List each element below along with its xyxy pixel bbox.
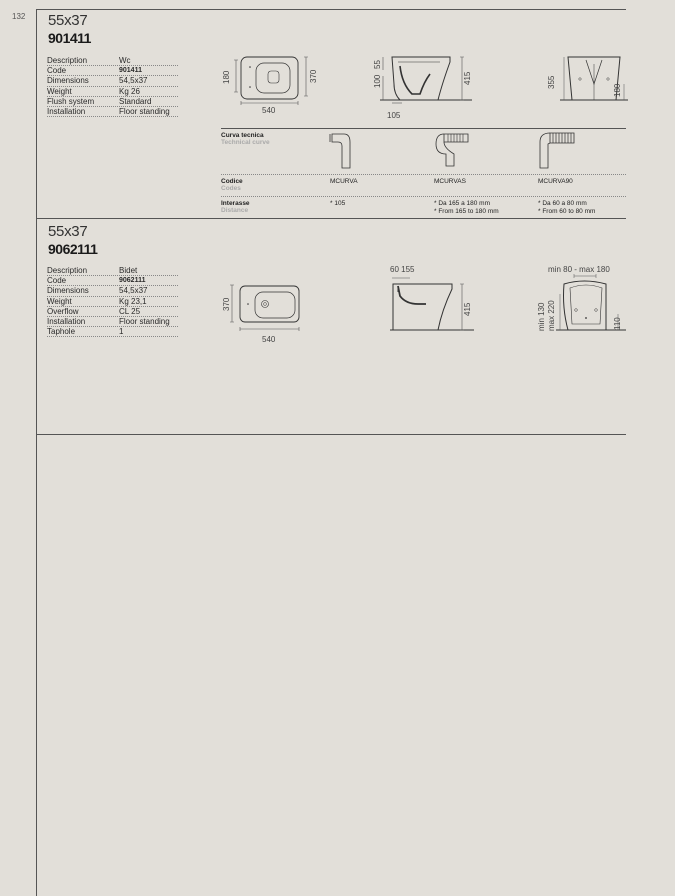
- curve-distance: [330, 200, 345, 208]
- curve-section-rule: [221, 128, 626, 129]
- spec-value: Floor standing: [119, 316, 170, 326]
- curve-distance-en: * From 165 to 180 mm: [434, 208, 499, 215]
- curve-code: MCURVAS: [434, 178, 466, 185]
- curve-mcurva-icon: [328, 132, 352, 170]
- dim-label: 110: [613, 317, 622, 330]
- dim-label: 60 155: [390, 265, 415, 274]
- dim-label: 370: [309, 69, 318, 83]
- dim-label: 540: [262, 335, 276, 344]
- spec-value: 9062111: [119, 277, 146, 285]
- spec-row: [47, 286, 178, 296]
- spec-label: Code: [47, 66, 67, 76]
- page-number: 132: [12, 12, 26, 21]
- spec-label: Dimensions: [47, 286, 89, 296]
- product-code-title: 901411: [48, 30, 91, 46]
- spec-label: Description: [47, 266, 88, 275]
- spec-label: Code: [47, 276, 67, 286]
- spec-row: [47, 76, 178, 86]
- spec-value: 901411: [119, 67, 142, 75]
- spec-value: 54,5x37: [119, 76, 148, 86]
- divider: [221, 196, 626, 197]
- dim-label: min 130: [537, 302, 546, 331]
- section-divider: [36, 218, 626, 219]
- wc-side-view-drawing: [380, 54, 480, 116]
- spec-label: Flush system: [47, 96, 95, 106]
- product-code-title: 9062111: [48, 241, 98, 257]
- dim-label: 105: [387, 111, 401, 120]
- curve-distance-en: * From 60 to 80 mm: [538, 208, 596, 215]
- dim-label: 55: [373, 60, 382, 69]
- bidet-top-view-drawing: [226, 282, 316, 334]
- spec-label: Description: [47, 56, 88, 65]
- spec-table: [47, 266, 178, 337]
- spec-row: [47, 327, 178, 337]
- curve-distance-it: * 105: [330, 200, 346, 207]
- curve-distance-it: * Da 165 a 180 mm: [434, 200, 491, 207]
- product-size-title: 55x37: [48, 12, 88, 29]
- spec-label: Installation: [47, 106, 86, 116]
- dim-label: 100: [373, 74, 382, 88]
- dim-label: min 80 - max 180: [548, 265, 610, 274]
- dim-label: 180: [222, 70, 231, 84]
- spec-label: Weight: [47, 86, 72, 96]
- spec-row: [47, 87, 178, 97]
- spec-value: Floor standing: [119, 106, 170, 116]
- spec-row: [47, 307, 178, 317]
- curve-code: MCURVA: [330, 178, 358, 185]
- wc-top-view-drawing: [226, 54, 326, 116]
- spec-value: Wc: [119, 56, 131, 65]
- curve-label-en: Codes: [221, 185, 241, 192]
- spec-value: CL 25: [119, 306, 141, 316]
- curve-distance: [538, 200, 595, 216]
- curve-mcurva90-icon: [536, 130, 576, 170]
- curve-mcurvas-icon: [432, 130, 472, 170]
- spec-row: [47, 297, 178, 307]
- spec-label: Installation: [47, 316, 86, 326]
- divider: [221, 174, 626, 175]
- spec-value: 54,5x37: [119, 286, 148, 296]
- spec-value: Kg 23,1: [119, 296, 147, 306]
- curve-distance-it: * Da 60 a 80 mm: [538, 200, 587, 207]
- spec-row: [47, 276, 178, 286]
- spec-row: [47, 97, 178, 107]
- spec-label: Dimensions: [47, 76, 89, 86]
- spec-value: Standard: [119, 96, 152, 106]
- spec-row: [47, 317, 178, 327]
- spec-row: [47, 66, 178, 76]
- curve-label-it: Curva tecnica: [221, 132, 264, 139]
- spec-row: [47, 266, 178, 276]
- dim-label: 370: [222, 297, 231, 311]
- spec-label: Overflow: [47, 306, 79, 316]
- curve-label-it: Codice: [221, 178, 243, 185]
- left-margin-line: [36, 9, 37, 896]
- dim-label: 540: [262, 106, 276, 115]
- curve-label-en: Technical curve: [221, 139, 270, 146]
- dim-label: 415: [463, 302, 472, 316]
- dim-label: 355: [547, 75, 556, 89]
- section-divider: [36, 434, 626, 435]
- spec-label: Taphole: [47, 327, 76, 337]
- spec-value: Kg 26: [119, 86, 140, 96]
- curve-label-it: Interasse: [221, 200, 250, 207]
- dim-label: 180: [613, 83, 622, 97]
- curve-code: MCURVA90: [538, 178, 573, 185]
- product-size-title: 55x37: [48, 223, 88, 240]
- spec-row: [47, 56, 178, 66]
- spec-table: [47, 56, 178, 117]
- curve-distance: [434, 200, 499, 216]
- spec-value: Bidet: [119, 266, 138, 275]
- spec-label: Weight: [47, 296, 72, 306]
- dim-label: 415: [463, 71, 472, 85]
- curve-label-en: Distance: [221, 207, 249, 214]
- spec-row: [47, 107, 178, 117]
- top-rule: [36, 9, 626, 10]
- spec-value: 1: [119, 327, 124, 337]
- dim-label: max 220: [547, 300, 556, 331]
